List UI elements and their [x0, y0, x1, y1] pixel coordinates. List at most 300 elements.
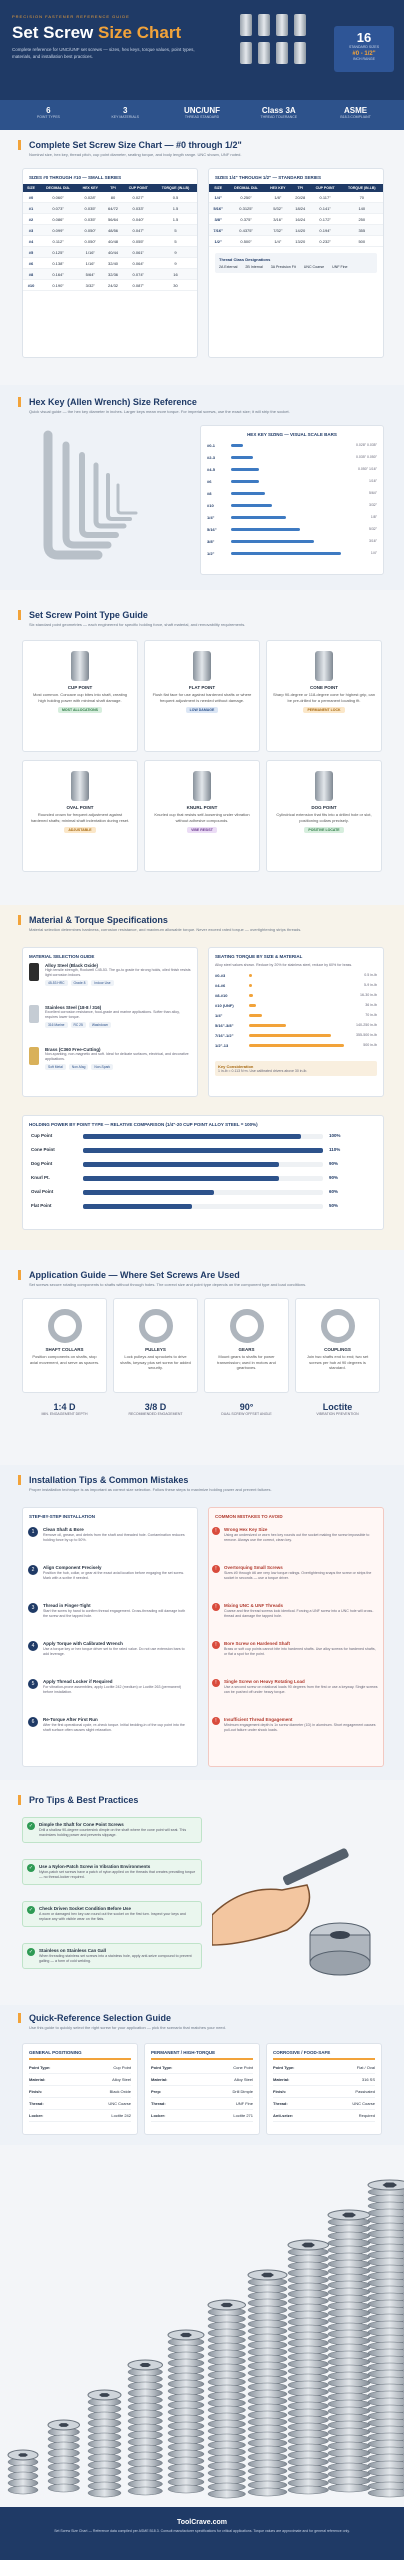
stat-item: Class 3A THREAD TOLERANCE: [260, 106, 298, 119]
material-item: [29, 963, 191, 999]
torque-note: Alloy steel values shown. Reduce by 20% for stainless steel, reduce by 60% for brass.: [215, 963, 353, 967]
quick-reference-value: Drill Dimple: [232, 2089, 253, 2094]
quick-reference-value: Loctite 271: [233, 2113, 253, 2118]
tip-description: Nylon-patch set screws have a patch of nylon applied on the threads that creates prevailing torque — no thread-locker required.: [39, 1870, 196, 1880]
section-title: Hex Key (Allen Wrench) Size Reference: [18, 397, 404, 407]
warning-icon: !: [212, 1641, 220, 1649]
mistake-title: Overtorquing Small Screws: [224, 1565, 283, 1570]
stat-item: ASME B18.3 COMPLIANT: [340, 106, 371, 119]
table-cell: #1: [23, 203, 39, 214]
installation-section: [0, 1465, 404, 1780]
torque-value-label: 36 in-lb: [365, 1003, 377, 1007]
material-swatch-icon: [29, 963, 39, 981]
table-cell: 14/20: [291, 225, 310, 236]
material-tag: Non-Mag: [69, 1064, 89, 1070]
quick-reference-heading: GENERAL POSITIONING: [29, 2050, 131, 2060]
step-description: Start the screw by hand to confirm thread engagement. Cross-threading will damage both the screw and the tapped hole.: [43, 1609, 186, 1619]
table-cell: 0.4375": [227, 225, 264, 236]
table-cell: 0.500": [227, 236, 264, 247]
hex-key-category-label: #6: [207, 479, 212, 484]
application-stat: [295, 1402, 380, 1416]
card-title: COMMON MISTAKES TO AVOID: [215, 1514, 283, 1519]
quick-reference-value: Alloy Steel: [234, 2077, 253, 2082]
material-swatch-icon: [29, 1047, 39, 1065]
table-cell: #2: [23, 214, 39, 225]
card-title: SIZES #0 THROUGH #10 — SMALL SERIES: [29, 175, 122, 180]
quick-reference-row: [29, 2086, 131, 2098]
hex-key-category-label: 1/2": [207, 551, 215, 556]
section-title: Installation Tips & Common Mistakes: [18, 1475, 404, 1485]
point-type-screw-icon: [71, 651, 89, 681]
step-number: 5: [28, 1679, 38, 1689]
thread-note: UNF Fine: [332, 265, 348, 269]
hex-key-category-label: 5/16": [207, 527, 217, 532]
point-type-description: Knurled cup that resists self-loosening under vibration without adhesive compounds.: [154, 812, 250, 823]
table-cell: 0.033": [123, 203, 154, 214]
quick-reference-key: Material:: [29, 2077, 46, 2082]
material-tag: Soft Metal: [45, 1064, 66, 1070]
quick-reference-card: [144, 2043, 260, 2135]
table-cell: 0.190": [39, 280, 77, 291]
consideration-title: Key Consideration: [218, 1064, 254, 1069]
holding-label: Oval Point: [31, 1189, 54, 1194]
stat-sub: INCH RANGE: [353, 57, 375, 61]
tip-title: Dimple the Shaft for Cone Point Screws: [39, 1822, 124, 1827]
quick-reference-value: UNF Fine: [235, 2101, 253, 2106]
quick-reference-value: UNC Coarse: [108, 2101, 131, 2106]
pro-tip: [22, 1901, 202, 1927]
quick-reference-heading: CORROSIVE / FOOD-SAFE: [273, 2050, 375, 2060]
step-title: Clean Shaft & Bore: [43, 1527, 84, 1532]
point-type-tag: LOW DAMAGE: [186, 707, 219, 713]
hex-key-value-label: 1/16": [368, 479, 377, 483]
hex-key-bar: [231, 444, 243, 447]
holding-power-card: [22, 1115, 384, 1230]
pro-tip: [22, 1817, 202, 1843]
footer: [0, 2507, 404, 2560]
point-type-description: Sharp 90-degree or 118-degree cone for highest grip, can be pre-drilled for a permanent locating fit.: [273, 692, 375, 703]
step-title: Apply Thread Locker if Required: [43, 1679, 113, 1684]
material-item: [29, 1005, 191, 1041]
quick-reference-key: Point Type:: [29, 2065, 51, 2070]
warning-icon: !: [212, 1679, 220, 1687]
quick-reference-row: [273, 2098, 375, 2110]
section-title: Pro Tips & Best Practices: [18, 1795, 404, 1805]
application-stat: [113, 1402, 198, 1416]
point-type-name: CUP POINT: [67, 685, 93, 690]
card-title: MATERIAL SELECTION GUIDE: [29, 954, 95, 959]
point-type-name: KNURL POINT: [186, 805, 218, 810]
chart-title: HEX KEY SIZING — VISUAL SCALE BARS: [247, 432, 337, 437]
material-item: [29, 1047, 191, 1083]
card-title: SIZES 1/4" THROUGH 1/2" — STANDARD SERIES: [215, 175, 321, 180]
check-icon: ✓: [28, 1907, 34, 1913]
table-cell: 20/28: [291, 192, 310, 203]
material-tag: RC 25: [71, 1022, 86, 1028]
table-cell: 1/16": [77, 247, 103, 258]
column-header: CUP POINT: [123, 184, 154, 192]
table-cell: #5: [23, 247, 39, 258]
mistake-title: Single Screw on Heavy Rotating Load: [224, 1679, 305, 1684]
mistake-description: Minimum engagement depth is 1x screw diameter (1D) in aluminum. Short engagement causes pull-out failure under shock loads.: [224, 1723, 376, 1733]
application-stat-label: VIBRATION PREVENTION: [316, 1412, 359, 1416]
consideration-text: 1 in-lb = 0.113 N·m. Use calibrated drivers above 30 in-lb.: [218, 1069, 308, 1073]
pro-tip: [22, 1859, 202, 1885]
hex-key-category-label: 3/8": [207, 539, 215, 544]
hex-key-bar: [231, 504, 272, 507]
table-cell: 0.194": [310, 225, 341, 236]
application-card: [295, 1298, 380, 1393]
torque-card: [208, 947, 384, 1097]
mistake-item: [212, 1679, 378, 1695]
hex-key-value-label: 0.028" 0.035": [356, 443, 377, 447]
material-tag: Grade 8: [71, 980, 89, 986]
holding-bar: [83, 1190, 214, 1195]
quick-reference-row: [273, 2110, 375, 2122]
application-section: [0, 1270, 404, 1450]
table-row: [209, 236, 383, 247]
application-stat-value: Loctite: [322, 1402, 353, 1412]
stat-label: STANDARD SIZES: [348, 45, 380, 49]
thread-note: UNC Coarse: [303, 265, 325, 269]
application-stat: [22, 1402, 107, 1416]
table-row: [23, 258, 197, 269]
tip-description: When threading stainless set screws into a stainless hole, apply anti-seize compound to prevent galling — a form of cold welding.: [39, 1954, 192, 1964]
holding-label: Cup Point: [31, 1133, 53, 1138]
table-cell: 1/16": [77, 258, 103, 269]
table-cell: 5/16": [209, 203, 227, 214]
torque-size-label: 1/4": [215, 1013, 223, 1018]
warning-icon: !: [212, 1565, 220, 1573]
table-cell: 1/4": [265, 236, 291, 247]
quick-reference-key: Thread:: [273, 2101, 288, 2106]
table-cell: 0.141": [310, 203, 341, 214]
holding-bar: [83, 1148, 323, 1153]
holding-bar: [83, 1204, 192, 1209]
footer-brand[interactable]: ToolCrave.com: [176, 2519, 228, 2526]
torque-size-label: #10 (UNF): [215, 1003, 234, 1008]
table-cell: #4: [23, 236, 39, 247]
step-title: Re-Torque After First Run: [43, 1717, 98, 1722]
table-cell: 0.074": [123, 269, 154, 280]
quick-reference-key: Anti-seize:: [273, 2113, 294, 2118]
mistake-description: Use a second screw on rotational loads 90 degrees from the first or use a keyway. Single screws can be pushed off under heavy torque.: [224, 1685, 378, 1695]
table-row: [23, 214, 197, 225]
title-part-b: Size Chart: [98, 23, 182, 42]
quick-reference-heading: PERMANENT / HIGH-TORQUE: [151, 2050, 253, 2060]
quick-reference-key: Locker:: [151, 2113, 166, 2118]
section-subtitle: Six standard point geometries — each engineered for specific holding force, shaft material, and removability requirements.: [29, 622, 246, 627]
hex-key-bar: [231, 480, 259, 483]
table-cell: 0.232": [310, 236, 341, 247]
torque-size-label: 7/16"-1/2": [215, 1033, 234, 1038]
application-stat-value: 90°: [239, 1402, 254, 1412]
table-cell: 0.138": [39, 258, 77, 269]
standard-series-table: [209, 184, 383, 247]
tip-title: Check Driven Socket Condition Before Use: [39, 1906, 132, 1911]
mistake-item: [212, 1603, 378, 1619]
hex-key-bar: [231, 468, 259, 471]
column-header: TPI: [103, 184, 122, 192]
table-cell: 5: [154, 225, 197, 236]
quick-reference-key: Finish:: [29, 2089, 43, 2094]
hex-key-bar: [231, 540, 314, 543]
key-consideration: [215, 1061, 377, 1076]
point-type-card: [144, 760, 260, 872]
table-cell: 500: [341, 236, 383, 247]
table-row: [23, 280, 197, 291]
table-cell: 0.172": [310, 214, 341, 225]
quick-reference-card: [266, 2043, 382, 2135]
point-type-name: CONE POINT: [309, 685, 338, 690]
material-tag: 316 Marine: [45, 1022, 68, 1028]
step-description: For vibration-prone assemblies, apply Loctite 242 (medium) or Loctite 263 (permanent) before installation.: [43, 1685, 182, 1695]
application-stat-label: RECOMMENDED ENGAGEMENT: [128, 1412, 183, 1416]
point-type-tag: MOST ALLOCATIONS: [58, 707, 102, 713]
mistake-item: [212, 1717, 378, 1733]
table-cell: #3: [23, 225, 39, 236]
table-cell: 0.112": [39, 236, 77, 247]
mistake-description: Brass or soft cup points cannot bite into hardened shafts. Use alloy screws for hardened shafts, or flat a spot for the point.: [224, 1647, 376, 1657]
table-cell: 64/72: [103, 203, 122, 214]
table-row: [23, 269, 197, 280]
quick-reference-value: Required: [358, 2113, 375, 2118]
table-cell: 0.028": [77, 192, 103, 203]
mistake-item: [212, 1641, 378, 1657]
mistake-item: [212, 1565, 378, 1581]
point-type-screw-icon: [71, 771, 89, 801]
install-step: [28, 1603, 188, 1619]
torque-bar: [249, 1034, 331, 1037]
hex-key-chart-card: [200, 425, 384, 575]
table-cell: 355: [341, 225, 383, 236]
table-cell: 0.035": [77, 203, 103, 214]
thread-note: 2A External: [219, 265, 238, 269]
table-row: [23, 203, 197, 214]
material-torque-section: [0, 905, 404, 1250]
step-title: Thread in Finger-Tight: [43, 1603, 91, 1608]
hex-key-value-label: 1/8": [370, 515, 377, 519]
quick-reference-row: [29, 2062, 131, 2074]
application-name: SHAFT COLLARS: [45, 1347, 84, 1352]
table-row: [209, 214, 383, 225]
table-cell: 0.087": [123, 280, 154, 291]
stat-item: 6 POINT TYPES: [36, 106, 60, 119]
point-type-description: Flush flat face for use against hardened shafts or where frequent adjustment is needed without damage.: [152, 692, 252, 703]
torque-value-label: 355-500 in-lb: [356, 1033, 377, 1037]
install-step: [28, 1717, 188, 1733]
material-name: Alloy Steel (Black Oxide): [45, 963, 99, 968]
mistake-description: Sizes #0 through #6 are very low torque ratings. Overtightening snaps the screw or strips the socket in seconds — use a torque driver.: [224, 1571, 372, 1581]
hex-key-category-label: 1/4": [207, 515, 215, 520]
torque-size-label: #0-#3: [215, 973, 226, 978]
quick-reference-row: [273, 2074, 375, 2086]
column-header: DECIMAL DIA.: [39, 184, 77, 192]
torque-chart: [209, 971, 383, 1061]
holding-bar: [83, 1134, 301, 1139]
quick-reference-key: Locker:: [29, 2113, 44, 2118]
warning-icon: !: [212, 1717, 220, 1725]
step-number: 6: [28, 1717, 38, 1727]
torque-value-label: 5-9 in-lb: [364, 983, 377, 987]
table-cell: #6: [23, 258, 39, 269]
install-step: [28, 1527, 188, 1543]
hex-key-value-label: 1/4": [370, 551, 377, 555]
column-header: SIZE: [23, 184, 39, 192]
point-type-card: [266, 760, 382, 872]
table-cell: 0.027": [123, 192, 154, 203]
holding-value: 90%: [329, 1161, 339, 1166]
table-row: [23, 225, 197, 236]
warning-icon: !: [212, 1603, 220, 1611]
thread-class-notes: [215, 253, 377, 273]
table-row: [23, 192, 197, 203]
table-cell: 5: [154, 236, 197, 247]
hex-key-category-label: #0-1: [207, 443, 216, 448]
table-cell: 0.164": [39, 269, 77, 280]
quick-reference-row: [151, 2062, 253, 2074]
torque-size-label: 5/16"-3/8": [215, 1023, 234, 1028]
material-name: Brass (C360 Free-Cutting): [45, 1047, 101, 1052]
quick-reference-key: Material:: [273, 2077, 290, 2082]
material-description: High tensile strength, Rockwell C45-53. The go-to grade for strong holds, oiled finish resists light corrosion indoors.: [45, 968, 191, 978]
hex-key-chart: [201, 441, 383, 566]
mistake-title: Insufficient Thread Engagement: [224, 1717, 293, 1722]
thread-note: 2B Internal: [245, 265, 263, 269]
table-cell: 0.055": [123, 236, 154, 247]
section-title: Material & Torque Specifications: [18, 915, 404, 925]
check-icon: ✓: [28, 1865, 34, 1871]
table-cell: 40/48: [103, 236, 122, 247]
material-name: Stainless Steel (18-8 / 316): [45, 1005, 102, 1010]
step-number: 2: [28, 1565, 38, 1575]
section-title: Quick-Reference Selection Guide: [18, 2013, 404, 2023]
table-row: [209, 192, 383, 203]
table-cell: 9: [154, 258, 197, 269]
table-cell: 32/40: [103, 258, 122, 269]
table-cell: 1/8": [265, 192, 291, 203]
table-row: [23, 236, 197, 247]
holding-label: Cone Point: [31, 1147, 55, 1152]
small-series-table: [23, 184, 197, 291]
application-part-icon: [48, 1309, 82, 1343]
torque-value-label: 500 in-lb: [363, 1043, 377, 1047]
table-cell: 56/64: [103, 214, 122, 225]
point-type-tag: VIBE RESIST: [187, 827, 217, 833]
table-cell: 0.073": [39, 203, 77, 214]
hero-kicker: PRECISION FASTENER REFERENCE GUIDE: [12, 14, 130, 19]
application-part-icon: [139, 1309, 173, 1343]
table-row: [209, 225, 383, 236]
torque-value-label: 0.5 in-lb: [364, 973, 377, 977]
quick-reference-key: Point Type:: [151, 2065, 173, 2070]
torque-bar: [249, 1044, 344, 1047]
holding-bar: [83, 1176, 279, 1181]
mistake-title: Mixing UNC & UNF Threads: [224, 1603, 284, 1608]
step-number: 1: [28, 1527, 38, 1537]
torque-value-label: 140-250 in-lb: [356, 1023, 377, 1027]
hero-stat-box: [334, 26, 394, 72]
application-description: Join two shafts end to end; two set screws per hub at 90 degrees is standard.: [306, 1354, 369, 1371]
thread-note: 3A Precision Fit: [270, 265, 296, 269]
card-title: SEATING TORQUE BY SIZE & MATERIAL: [215, 954, 303, 959]
table-cell: 0.050": [77, 225, 103, 236]
install-step: [28, 1565, 188, 1581]
step-number: 3: [28, 1603, 38, 1613]
material-description: Non-sparking, non-magnetic and soft. Ideal for delicate surfaces, electrical, and decorative applications.: [45, 1052, 189, 1062]
mistake-description: Coarse and fine thread screws look identical. Forcing a UNF screw into a UNC hole will cross-thread and damage the tapped hole.: [224, 1609, 374, 1619]
hex-key-bar: [231, 456, 253, 459]
point-type-screw-icon: [193, 771, 211, 801]
section-subtitle: Set screws secure rotating components to shafts without through holes. The correct size and point type depends on the component type and load conditions.: [29, 1282, 307, 1287]
table-cell: 5/64": [77, 269, 103, 280]
quick-reference-row: [29, 2074, 131, 2086]
table-cell: 250: [341, 214, 383, 225]
holding-value: 60%: [329, 1189, 339, 1194]
material-tag: 45-53 HRC: [45, 980, 68, 986]
stat-item: UNC/UNF THREAD STANDARD: [183, 106, 220, 119]
holding-bar: [83, 1162, 279, 1167]
quick-reference-value: Alloy Steel: [112, 2077, 131, 2082]
notes-title: Thread Class Designations: [219, 257, 271, 262]
application-name: GEARS: [238, 1347, 255, 1352]
torque-size-label: 1/2"-13: [215, 1043, 229, 1048]
column-header: HEX KEY: [77, 184, 103, 192]
section-title: Application Guide — Where Set Screws Are Used: [18, 1270, 404, 1280]
hero-banner: [0, 0, 404, 100]
holding-value: 50%: [329, 1203, 339, 1208]
quick-reference-key: Thread:: [151, 2101, 166, 2106]
point-type-screw-icon: [193, 651, 211, 681]
step-title: Apply Torque with Calibrated Wrench: [43, 1641, 123, 1646]
table-cell: 0.3125": [227, 203, 264, 214]
torque-size-label: #8-#10: [215, 993, 228, 998]
step-description: After the first operational cycle, re-check torque. Initial bedding-in of the cup point into the shaft surface often causes slight relaxation.: [43, 1723, 185, 1733]
small-series-card: [22, 168, 198, 358]
hex-key-value-label: 0.035" 0.050": [356, 455, 377, 459]
section-subtitle: Use this guide to quickly select the right screw for your application — pick the scenario that matches your need.: [29, 2025, 226, 2030]
table-cell: #0: [23, 192, 39, 203]
mistake-title: Bore Screw on Hardened Shaft: [224, 1641, 291, 1646]
quick-reference-row: [29, 2098, 131, 2110]
column-header: TORQUE (IN-LB): [341, 184, 383, 192]
holding-chart: [23, 1131, 383, 1221]
quick-reference-value: UNC Coarse: [352, 2101, 375, 2106]
quick-reference-key: Point Type:: [273, 2065, 295, 2070]
hex-key-value-label: 0.050" 1/16": [357, 467, 377, 471]
application-card: [22, 1298, 107, 1393]
mistake-title: Wrong Hex Key Size: [224, 1527, 268, 1532]
hex-key-category-label: #10: [207, 503, 214, 508]
hex-key-category-label: #2-3: [207, 455, 216, 460]
quick-reference-value: Cup Point: [113, 2065, 131, 2070]
material-swatch-icon: [29, 1005, 39, 1023]
mistake-item: [212, 1527, 378, 1543]
quick-reference-row: [151, 2074, 253, 2086]
table-cell: 7/16": [209, 225, 227, 236]
column-header: DECIMAL DIA.: [227, 184, 264, 192]
quick-reference-key: Material:: [151, 2077, 168, 2082]
column-header: HEX KEY: [265, 184, 291, 192]
hex-key-bar: [231, 528, 300, 531]
card-title: STEP-BY-STEP INSTALLATION: [29, 1514, 96, 1519]
point-type-description: Cylindrical extension that fits into a drilled hole or slot, positioning collars precisely.: [276, 812, 372, 823]
point-type-name: OVAL POINT: [66, 805, 94, 810]
material-tag: Non-Spark: [91, 1064, 113, 1070]
quick-reference-value: Passivated: [355, 2089, 375, 2094]
footer-disclaimer: Set Screw Size Chart — Reference data compiled per ASME B18.3. Consult manufacturer specifications for critical applications. Torque values are approximate and for general reference only.: [54, 2529, 350, 2533]
hex-key-value-label: 5/32": [368, 527, 377, 531]
